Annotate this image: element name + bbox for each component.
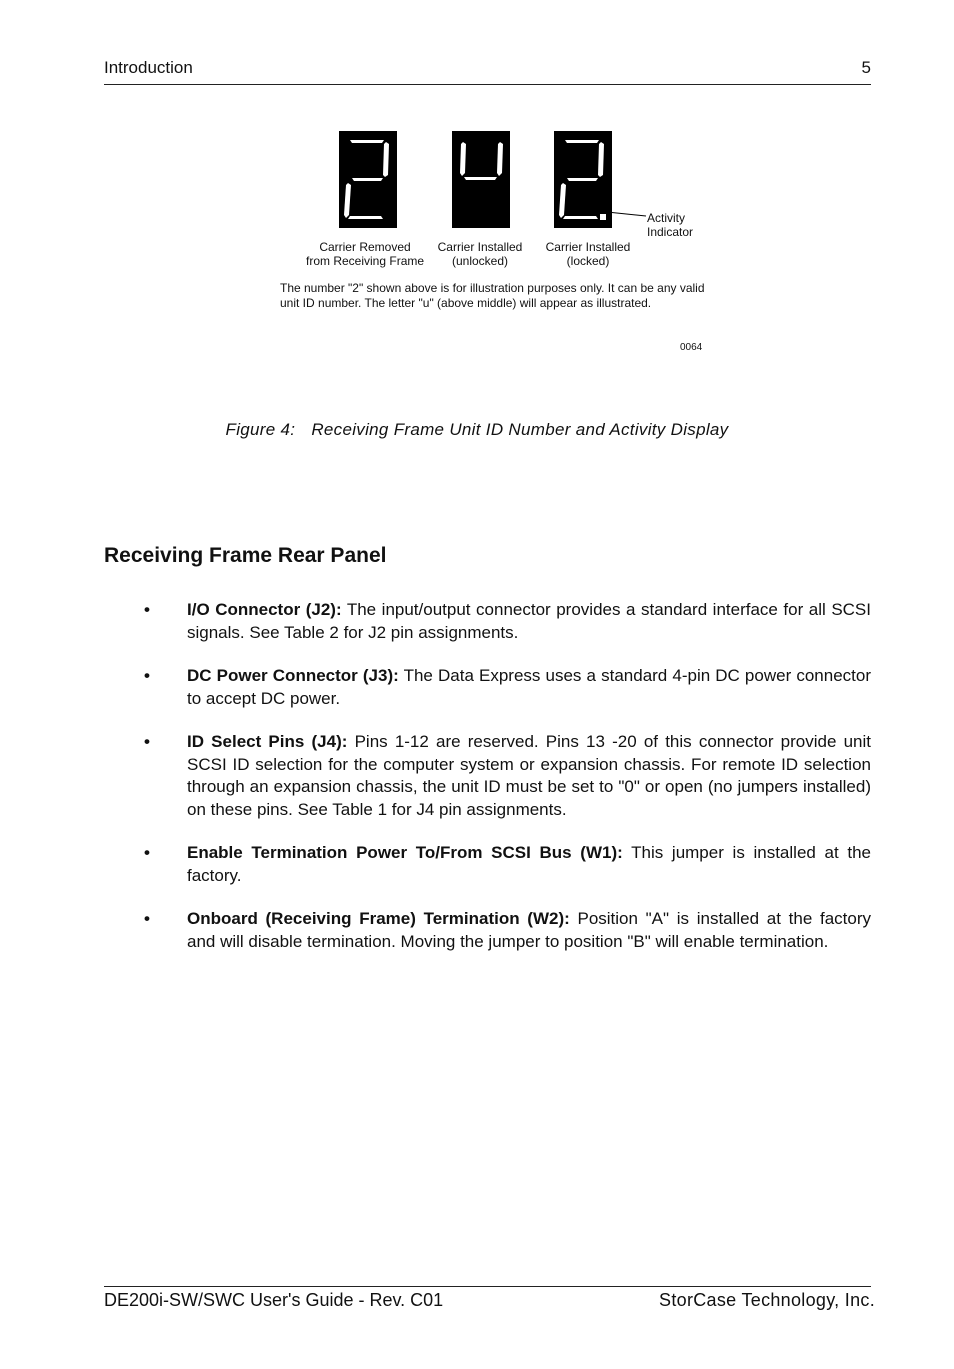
item-term: DC Power Connector (J3): — [187, 666, 399, 685]
item-text: The input/output connector provides a standard interface for all SCSI signals. See Table 2 for J2 pin assignments. — [187, 600, 871, 642]
caption-text: Receiving Frame Unit ID Number and Activity Display — [311, 420, 729, 439]
item-term: Enable Termination Power To/From SCSI Bus (W1): — [187, 843, 623, 862]
bullet-icon: • — [144, 843, 150, 862]
list-item — [104, 842, 871, 887]
page-number: 5 — [861, 58, 871, 77]
list-item — [104, 665, 871, 710]
bullet-icon: • — [144, 732, 150, 751]
activity-indicator-label: Activity Indicator — [647, 211, 694, 239]
header-section-title: Introduction — [104, 58, 193, 77]
section-title: Receiving Frame Rear Panel — [104, 544, 387, 567]
bullet-icon: • — [144, 600, 150, 619]
page-header — [104, 58, 871, 85]
unit-id-figure — [270, 125, 730, 365]
figure-note: The number "2" shown above is for illustration purposes only. It can be any valid unit ID number. The letter "u" (above middle) will appear as illustrated. — [280, 281, 705, 310]
list-item — [104, 908, 871, 953]
display-label-unlocked: Carrier Installed (unlocked) — [437, 240, 523, 268]
item-text: Position "A" is installed at the factory and will disable termination. Moving the jumper to position "B" will enable termination. — [187, 909, 871, 951]
footer-document-title: DE200i-SW/SWC User's Guide - Rev. C01 — [104, 1290, 444, 1310]
figure-caption — [0, 420, 954, 440]
item-term: ID Select Pins (J4): — [187, 732, 348, 751]
display-label-locked: Carrier Installed (locked) — [545, 240, 631, 268]
rear-panel-list — [104, 599, 871, 974]
item-text: The Data Express uses a standard 4-pin DC power connector to accept DC power. — [187, 666, 872, 708]
item-text: This jumper is installed at the factory. — [187, 843, 871, 885]
footer-company: StorCase Technology, Inc. — [659, 1290, 875, 1310]
bullet-icon: • — [144, 666, 150, 685]
display-label-removed: Carrier Removed from Receiving Frame — [306, 240, 425, 268]
item-text: Pins 1-12 are reserved. Pins 13 -20 of this connector provide unit SCSI ID selection for the computer system or expansion chassis. For remote ID selection through an expansion chassis, the unit ID must be set to "0" or open (no jumpers installed) on these pins. See Table 1 for J4 pin assignments. — [187, 732, 871, 819]
list-item — [104, 599, 871, 644]
page-footer — [104, 1286, 875, 1310]
caption-number: Figure 4: — [225, 420, 296, 439]
item-term: Onboard (Receiving Frame) Termination (W2): — [187, 909, 570, 928]
item-term: I/O Connector (J2): — [187, 600, 342, 619]
bullet-icon: • — [144, 909, 150, 928]
figure-code: 0064 — [680, 342, 703, 353]
list-item — [104, 731, 871, 821]
